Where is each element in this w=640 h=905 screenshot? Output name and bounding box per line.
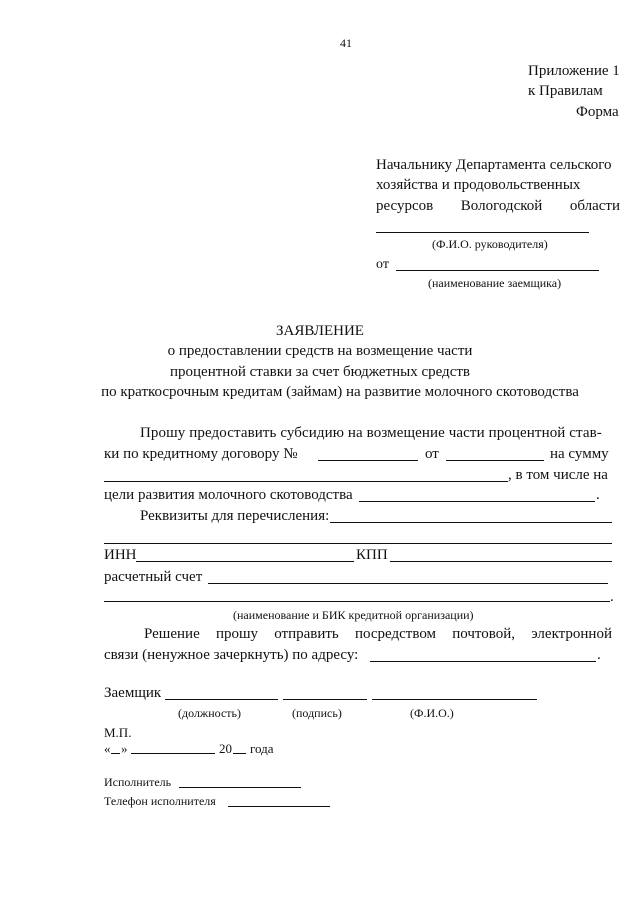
addressee-word-1: ресурсов [376, 198, 434, 214]
account-label: расчетный счет [104, 569, 203, 585]
kpp-line[interactable] [390, 561, 612, 562]
inn-label: ИНН [104, 547, 137, 563]
month-line[interactable] [131, 753, 215, 754]
address-line[interactable] [370, 661, 596, 662]
decision-line-2-end: . [597, 647, 601, 663]
account-line[interactable] [208, 583, 608, 584]
head-name-line [376, 232, 589, 233]
executor-phone-label: Телефон исполнителя [104, 794, 216, 808]
decision-line-2: связи (ненужное зачеркнуть) по адресу: [104, 647, 359, 663]
request-line-2-c: на сумму [550, 446, 609, 462]
appendix-line-1: Приложение 1 [528, 63, 620, 79]
addressee-line-3 [376, 199, 620, 214]
head-name-caption: (Ф.И.О. руководителя) [432, 237, 548, 251]
decision-word-1: Решение [144, 626, 200, 642]
bank-line[interactable] [104, 601, 610, 602]
borrower-label: Заемщик [104, 685, 162, 701]
dairy-amount-line[interactable] [359, 501, 595, 502]
request-line-3-end: , в том числе на [508, 467, 608, 483]
requisites-line-2[interactable] [104, 543, 612, 544]
loan-amount-line[interactable] [104, 481, 508, 482]
title-line-2: процентной ставки за счет бюджетных средств [170, 364, 470, 380]
appendix-line-2: к Правилам [528, 83, 603, 99]
title-line-3: по краткосрочным кредитам (займам) на развитие молочного скотоводства [101, 384, 579, 400]
addressee-word-3: области [569, 198, 620, 214]
kpp-label: КПП [356, 547, 388, 563]
year-prefix: 20 [219, 741, 232, 756]
position-line[interactable] [165, 699, 278, 700]
position-caption: (должность) [178, 706, 241, 720]
request-line-4-end: . [596, 487, 600, 503]
bank-line-end: . [610, 589, 614, 605]
executor-line[interactable] [179, 787, 301, 788]
year-suffix: года [250, 741, 274, 756]
request-line-4: цели развития молочного скотоводства [104, 487, 353, 503]
request-line-2-a: ки по кредитному договору № [104, 446, 298, 462]
decision-word-4: посредством [354, 626, 437, 642]
from-label: от [376, 257, 389, 272]
year-line[interactable] [233, 753, 246, 754]
signature-caption: (подпись) [292, 706, 342, 720]
request-line-1: Прошу предоставить субсидию на возмещение части процентной став- [140, 425, 602, 441]
addressee-word-2: Вологодской [460, 198, 543, 214]
inn-line[interactable] [136, 561, 354, 562]
addressee-line-1: Начальнику Департамента сельского [376, 157, 612, 173]
stamp-label: М.П. [104, 725, 132, 740]
decision-word-6: электронной [531, 626, 612, 642]
decision-word-3: отправить [274, 626, 339, 642]
request-line-2-b: от [425, 446, 439, 462]
decision-word-5: почтовой, [452, 626, 516, 642]
full-name-line[interactable] [372, 699, 537, 700]
decision-word-2: прошу [215, 626, 259, 642]
addressee-line-2: хозяйства и продовольственных [376, 177, 581, 193]
date-open-quote: « [104, 741, 111, 756]
contract-date-line[interactable] [446, 460, 544, 461]
borrower-name-line [396, 270, 599, 271]
page-number: 41 [340, 36, 352, 50]
borrower-caption: (наименование заемщика) [428, 276, 562, 290]
requisites-line-1[interactable] [330, 522, 612, 523]
contract-number-line[interactable] [318, 460, 418, 461]
appendix-line-3: Форма [576, 104, 619, 120]
day-line[interactable] [111, 753, 120, 754]
document-heading: ЗАЯВЛЕНИЕ [276, 323, 364, 339]
requisites-label: Реквизиты для перечисления: [140, 508, 330, 524]
executor-label: Исполнитель [104, 775, 172, 789]
signature-line[interactable] [283, 699, 367, 700]
name-caption: (Ф.И.О.) [410, 706, 454, 720]
decision-line-1 [144, 627, 612, 642]
executor-phone-line[interactable] [228, 806, 330, 807]
bank-caption: (наименование и БИК кредитной организации) [233, 608, 474, 622]
title-line-1: о предоставлении средств на возмещение части [167, 343, 473, 359]
date-close-quote: » [121, 741, 128, 756]
